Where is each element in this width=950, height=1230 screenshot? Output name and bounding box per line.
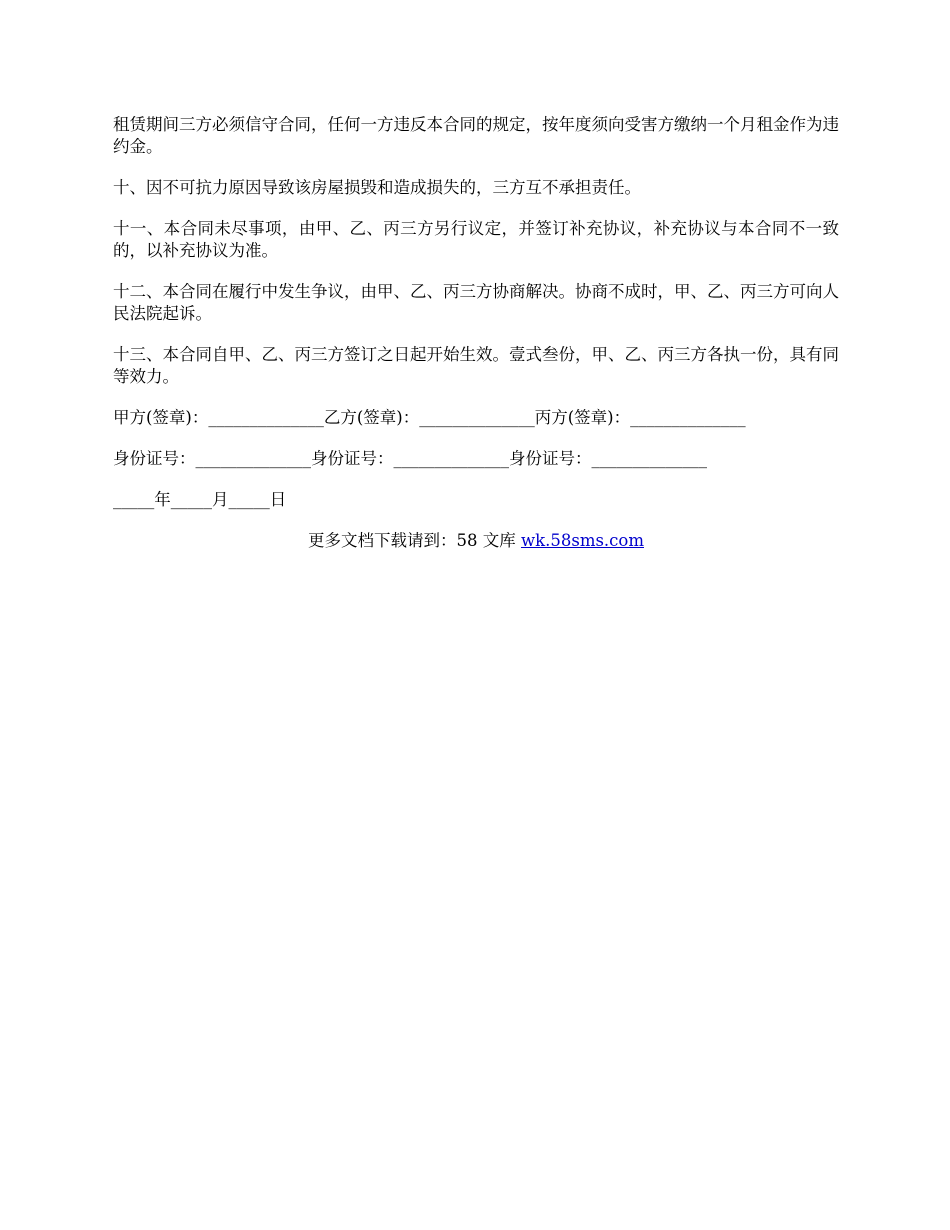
paragraph-force-majeure: 十、因不可抗力原因导致该房屋损毁和造成损失的，三方互不承担责任。 xyxy=(113,178,641,197)
document-body xyxy=(113,114,839,552)
date-line: _____年_____月_____日 xyxy=(113,490,287,509)
signature-line: 甲方(签章)：______________乙方(签章)：______________丙方(签章)：______________ xyxy=(113,408,746,427)
paragraph-supplementary-agreement: 十一、本合同未尽事项，由甲、乙、丙三方另行议定，并签订补充协议，补充协议与本合同不一致的，以补充协议为准。 xyxy=(113,219,839,260)
paragraph-breach-penalty: 租赁期间三方必须信守合同，任何一方违反本合同的规定，按年度须向受害方缴纳一个月租金作为违约金。 xyxy=(113,115,839,156)
footer xyxy=(113,530,839,552)
id-number-line: 身份证号：______________身份证号：______________身份证号：______________ xyxy=(113,449,707,468)
paragraph-effective-date: 十三、本合同自甲、乙、丙三方签订之日起开始生效。壹式叁份，甲、乙、丙三方各执一份，具有同等效力。 xyxy=(113,345,839,386)
paragraph-dispute-resolution: 十二、本合同在履行中发生争议，由甲、乙、丙三方协商解决。协商不成时，甲、乙、丙三方可向人民法院起诉。 xyxy=(113,282,839,323)
footer-link[interactable]: wk.58sms.com xyxy=(520,531,644,550)
footer-prefix: 更多文档下载请到：58 文库 xyxy=(307,531,521,550)
